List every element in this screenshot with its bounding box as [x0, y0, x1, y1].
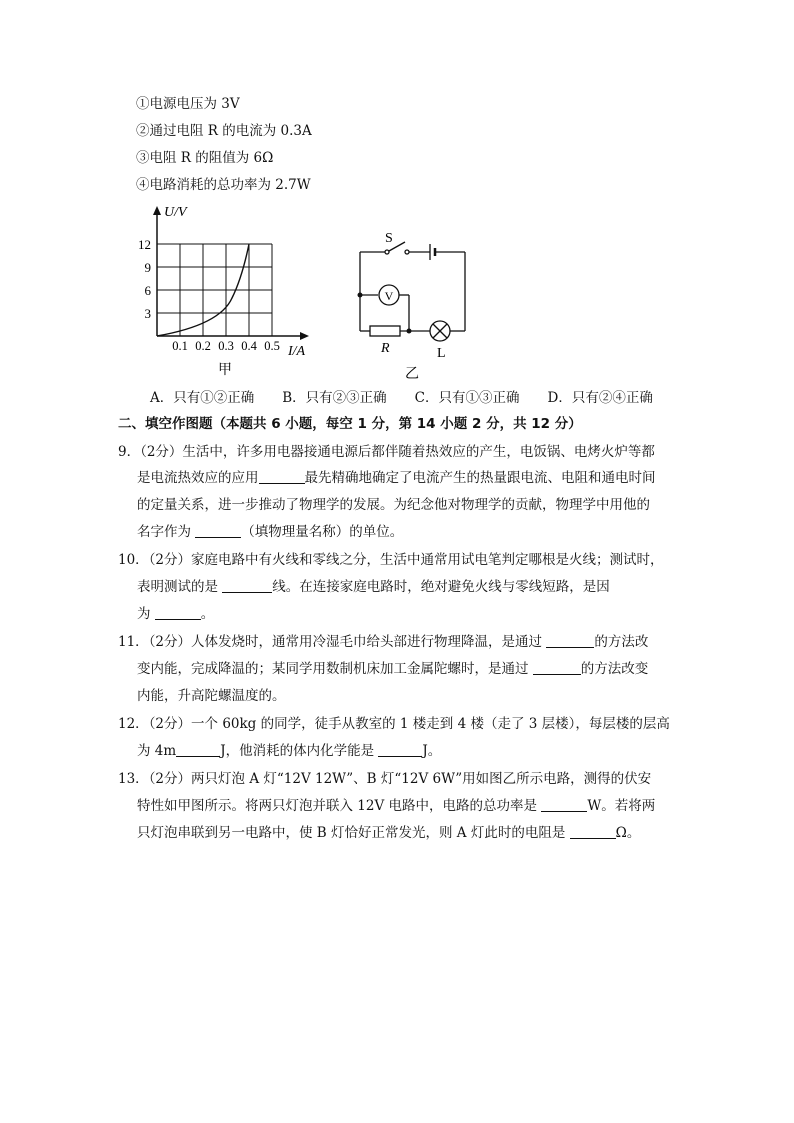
y-tick-12: 12	[138, 237, 151, 252]
q10-text-1: （2分）家庭电路中有火线和零线之分，生活中通常用试电笔判定哪根是火线；测试时，	[148, 552, 664, 568]
option-d: D．只有②④正确	[547, 390, 653, 406]
answer-options	[150, 388, 681, 408]
q11-number: 11．	[118, 634, 149, 650]
q11-blank-2[interactable]	[533, 660, 581, 675]
q11-text-1a: （2分）人体发烧时，通常用冷湿毛巾给头部进行物理降温，是通过	[148, 634, 547, 650]
q9-text-4b: （填物理量名称）的单位。	[241, 524, 404, 540]
q12-text-2b: J，他消耗的体内化学能是	[220, 743, 379, 759]
q10-line-3	[137, 604, 214, 624]
q13-number: 13．	[118, 771, 149, 787]
q11-text-2b: 的方法改变	[580, 661, 649, 677]
switch-pivot	[385, 250, 389, 254]
x-tick-0.2: 0.2	[195, 339, 211, 353]
q9-line-2	[137, 468, 656, 488]
q9-text-4a: 名字作为	[137, 524, 196, 540]
x-axis-arrow	[300, 332, 309, 340]
q11-line-2	[137, 659, 648, 679]
statement-2: ②通过电阻 R 的电流为 0.3A	[136, 123, 312, 139]
q13-blank-1[interactable]	[541, 797, 587, 812]
resistor-label: R	[381, 341, 390, 356]
q13-line-2	[137, 796, 655, 816]
q9-blank-1[interactable]	[259, 469, 305, 484]
q9-text-2b: 最先精确地确定了电流产生的热量跟电流、电阻和通电时间	[304, 470, 656, 486]
x-tick-0.5: 0.5	[264, 339, 280, 353]
q11-blank-1[interactable]	[546, 633, 594, 648]
q10-text-2a: 表明测试的是	[137, 579, 223, 595]
q12-line-1	[118, 714, 670, 734]
q12-line-2	[137, 741, 441, 761]
junction-right	[407, 329, 412, 334]
q13-text-3b: Ω。	[615, 825, 641, 841]
q10-text-3a: 为	[137, 606, 155, 622]
x-tick-0.3: 0.3	[218, 339, 234, 353]
q9-line-3: 的定量关系，进一步推动了物理学的发展。为纪念他对物理学的贡献，物理学中用他的	[137, 497, 650, 513]
option-b: B．只有②③正确	[282, 390, 387, 406]
q13-line-3	[137, 823, 640, 843]
q11-text-1b: 的方法改	[594, 634, 649, 650]
q10-line-1	[118, 550, 664, 570]
switch-label: S	[385, 231, 393, 246]
q10-number: 10．	[118, 552, 149, 568]
q10-line-2	[137, 577, 610, 597]
y-axis-arrow	[153, 206, 161, 215]
lamp-label: L	[437, 346, 446, 361]
q9-text-1: （2分）生活中，许多用电器接通电源后都伴随着热效应的产生，电饭锅、电烤火炉等都	[140, 444, 655, 460]
figure-yi-caption: 乙	[405, 367, 419, 382]
q11-text-2a: 变内能，完成降温的；某同学用数制机床加工金属陀螺时，是通过	[137, 661, 533, 677]
q13-line-1	[118, 769, 651, 789]
q11-line-1	[118, 632, 648, 652]
option-c: C．只有①③正确	[414, 390, 520, 406]
q13-text-1: （2分）两只灯泡 A 灯“12V 12W”、B 灯“12V 6W”用如图乙所示电路，测得的伏安	[148, 771, 652, 787]
resistor	[370, 326, 400, 336]
q10-text-3b: 。	[200, 606, 215, 622]
voltmeter-label: V	[384, 289, 394, 303]
q12-blank-1[interactable]	[176, 742, 220, 757]
q12-text-2a: 为 4m	[137, 743, 177, 759]
y-tick-6: 6	[144, 283, 151, 298]
statement-1: ①电源电压为 3V	[136, 96, 240, 112]
q9-number: 9．	[118, 444, 141, 460]
q13-text-3a: 只灯泡串联到另一电路中，使 B 灯恰好正常发光，则 A 灯此时的电阻是	[137, 825, 570, 841]
q10-text-2b: 线。在连接家庭电路时，绝对避免火线与零线短路，是因	[272, 579, 610, 595]
q9-blank-2[interactable]	[195, 523, 241, 538]
grid	[157, 244, 272, 336]
option-a: A．只有①②正确	[150, 390, 255, 406]
q10-blank-2[interactable]	[155, 605, 201, 620]
q10-blank-1[interactable]	[222, 578, 272, 593]
q9-line-4	[137, 522, 403, 542]
switch-contact	[405, 250, 409, 254]
statement-3: ③电阻 R 的阻值为 6Ω	[136, 150, 274, 166]
y-tick-9: 9	[144, 260, 151, 275]
x-tick-0.1: 0.1	[172, 339, 188, 353]
y-tick-3: 3	[144, 306, 151, 321]
q13-text-2a: 特性如甲图所示。将两只灯泡并联入 12V 电路中，电路的总功率是	[137, 798, 542, 814]
q12-text-1: （2分）一个 60kg 的同学，徒手从教室的 1 楼走到 4 楼（走了 3 层楼），每层楼的层高	[148, 716, 670, 732]
x-tick-0.4: 0.4	[241, 339, 257, 353]
q11-line-3: 内能，升高陀螺温度的。	[137, 688, 286, 704]
q9-text-2a: 是电流热效应的应用	[137, 470, 259, 486]
section-title: 二、填空作图题（本题共 6 小题，每空 1 分，第 14 小题 2 分，共 12 分）	[118, 416, 582, 432]
figure-jia-graph	[130, 200, 330, 385]
q12-number: 12．	[118, 716, 149, 732]
junction-left	[358, 293, 363, 298]
q9-line-1	[118, 442, 655, 462]
figure-yi-circuit	[345, 228, 480, 383]
statement-4: ④电路消耗的总功率为 2.7W	[136, 177, 311, 193]
y-axis-label: U/V	[164, 205, 187, 220]
figure-jia-caption: 甲	[218, 363, 232, 378]
x-axis-label: I/A	[288, 344, 306, 359]
q12-text-2c: J。	[422, 743, 442, 759]
q13-blank-2[interactable]	[570, 824, 616, 839]
q12-blank-2[interactable]	[378, 742, 422, 757]
q13-text-2b: W。若将两	[587, 798, 656, 814]
